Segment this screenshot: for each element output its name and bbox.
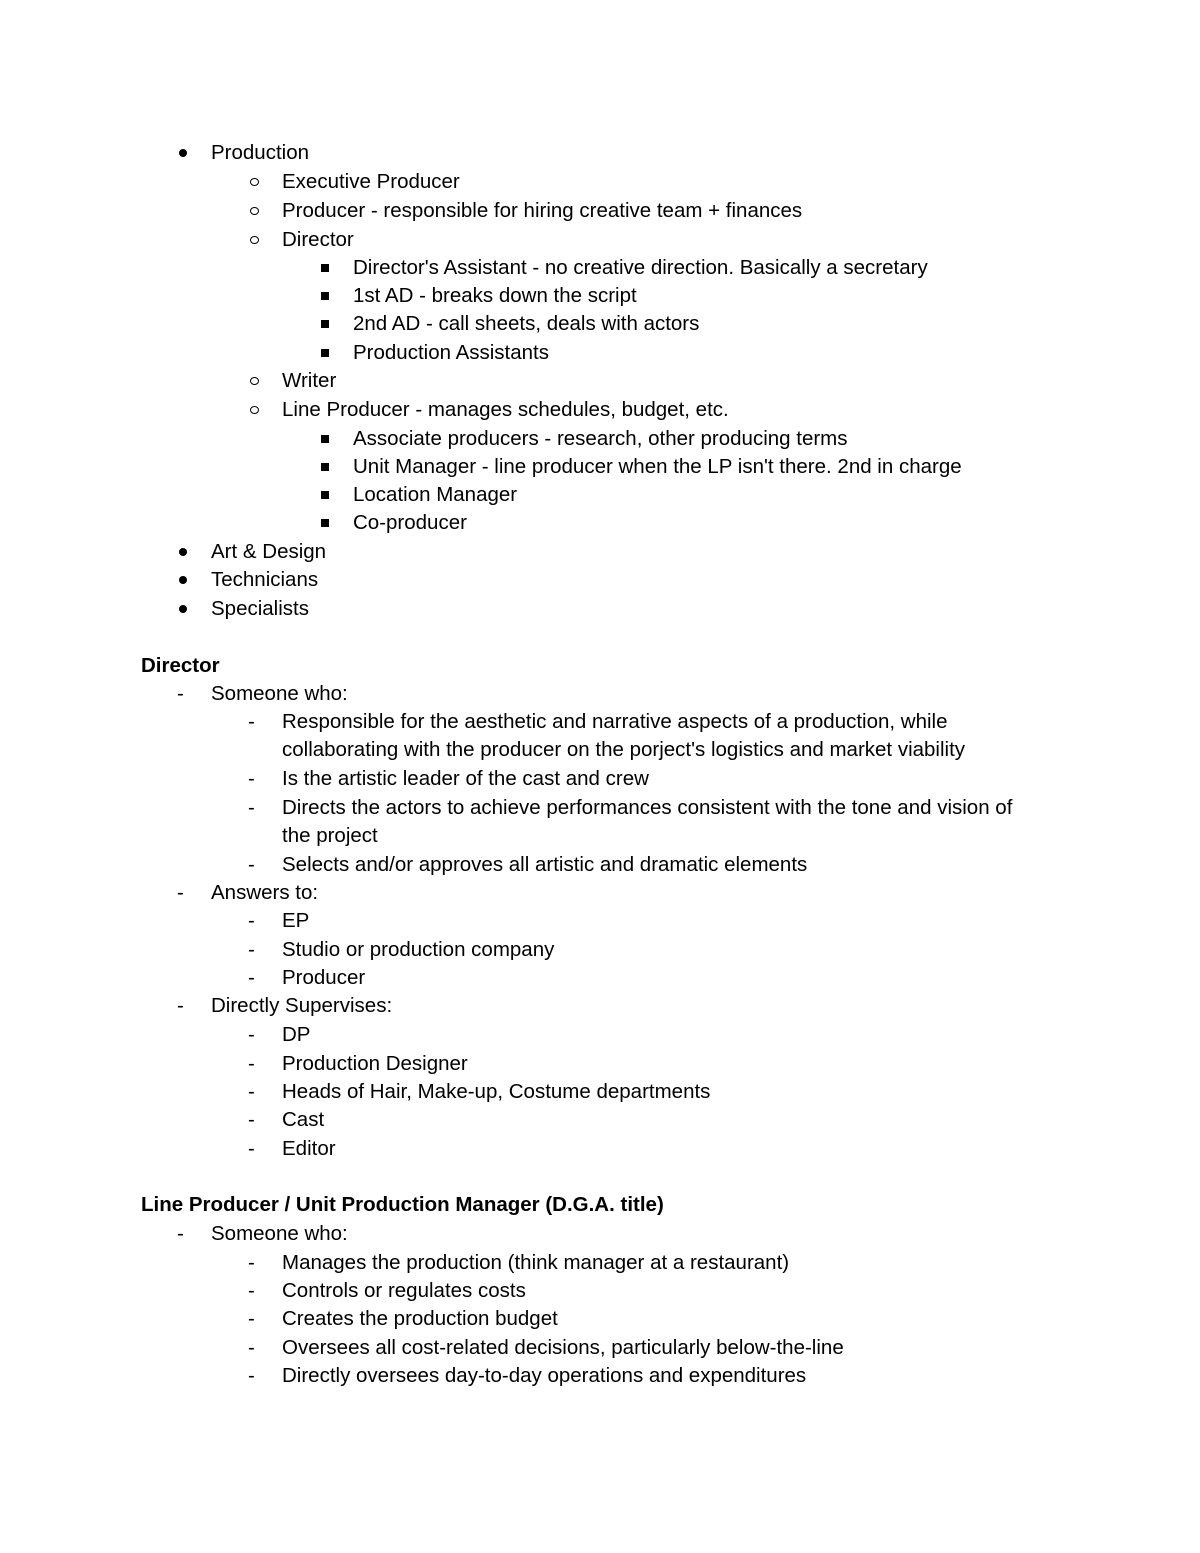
list-item <box>0 509 1200 538</box>
list-item <box>0 481 1200 510</box>
bullet-disc-icon <box>177 595 189 624</box>
list-item-text: Editor <box>282 1137 336 1160</box>
list-item <box>0 1106 1200 1135</box>
dash-bullet-icon <box>248 1249 262 1278</box>
list-item-text: Line Producer - manages schedules, budget, etc. <box>282 398 729 421</box>
dash-bullet-icon <box>177 680 189 709</box>
list-item <box>0 566 1200 595</box>
list-item-continuation <box>0 822 1200 851</box>
list-item <box>0 1220 1200 1249</box>
dash-bullet-icon <box>177 879 189 908</box>
list-item-text: 1st AD - breaks down the script <box>353 284 637 307</box>
list-item <box>0 425 1200 454</box>
bullet-disc-icon <box>177 139 189 168</box>
list-item-text: Directs the actors to achieve performances consistent with the tone and vision of <box>282 796 1013 819</box>
dash-bullet-icon <box>177 992 189 1021</box>
list-item-text: Oversees all cost-related decisions, particularly below-the-line <box>282 1336 844 1359</box>
list-item <box>0 538 1200 567</box>
list-item <box>0 310 1200 339</box>
list-item-text: Controls or regulates costs <box>282 1279 526 1302</box>
bullet-disc-icon <box>177 566 189 595</box>
list-item-text: Co-producer <box>353 511 467 534</box>
list-item-text: the project <box>282 824 378 847</box>
list-item <box>0 595 1200 624</box>
list-item <box>0 168 1200 197</box>
list-item-text: Associate producers - research, other producing terms <box>353 427 848 450</box>
section-heading-director: Director <box>141 654 220 677</box>
bullet-circle-icon <box>248 226 262 255</box>
list-item-text: Creates the production budget <box>282 1307 558 1330</box>
list-item-text: Producer <box>282 966 366 989</box>
dash-bullet-icon <box>248 1021 262 1050</box>
list-item <box>0 1305 1200 1334</box>
list-item <box>0 1249 1200 1278</box>
list-item-text: DP <box>282 1023 311 1046</box>
list-item <box>0 226 1200 255</box>
list-item <box>0 964 1200 993</box>
list-item <box>0 907 1200 936</box>
list-item <box>0 197 1200 226</box>
section-heading-line-producer: Line Producer / Unit Production Manager (D.G.A. title) <box>141 1193 664 1216</box>
bullet-circle-icon <box>248 396 262 425</box>
dash-bullet-icon <box>248 1334 262 1363</box>
list-item <box>0 367 1200 396</box>
list-item <box>0 794 1200 823</box>
list-item-continuation <box>0 736 1200 765</box>
list-item <box>0 1050 1200 1079</box>
bullet-square-icon <box>319 453 333 482</box>
list-item <box>0 851 1200 880</box>
dash-bullet-icon <box>248 1106 262 1135</box>
list-item <box>0 1277 1200 1306</box>
dash-bullet-icon <box>248 1135 262 1164</box>
list-item-text: Technicians <box>211 568 319 591</box>
list-item-text: Production Designer <box>282 1052 468 1075</box>
dash-bullet-icon <box>248 1362 262 1391</box>
bullet-square-icon <box>319 310 333 339</box>
list-item-text: Someone who: <box>211 1222 348 1245</box>
list-item-text: Executive Producer <box>282 170 460 193</box>
list-item-text: Studio or production company <box>282 938 555 961</box>
list-item <box>0 1362 1200 1391</box>
list-item-text: collaborating with the producer on the porject's logistics and market viability <box>282 738 966 761</box>
bullet-square-icon <box>319 339 333 368</box>
list-item-text: Cast <box>282 1108 325 1131</box>
bullet-square-icon <box>319 282 333 311</box>
bullet-circle-icon <box>248 367 262 396</box>
list-item-text: Production <box>211 141 310 164</box>
list-item <box>0 453 1200 482</box>
list-item-text: Director <box>282 228 354 251</box>
list-item <box>0 282 1200 311</box>
list-item-text: Directly oversees day-to-day operations and expenditures <box>282 1364 807 1387</box>
list-item-text: Unit Manager - line producer when the LP isn't there. 2nd in charge <box>353 455 962 478</box>
list-item <box>0 879 1200 908</box>
bullet-circle-icon <box>248 168 262 197</box>
bullet-disc-icon <box>177 538 189 567</box>
dash-bullet-icon <box>248 936 262 965</box>
list-item <box>0 396 1200 425</box>
list-item-text: Heads of Hair, Make-up, Costume departments <box>282 1080 711 1103</box>
list-item <box>0 992 1200 1021</box>
dash-bullet-icon <box>248 1277 262 1306</box>
list-item-text: Location Manager <box>353 483 518 506</box>
list-item-text: Producer - responsible for hiring creative team + finances <box>282 199 803 222</box>
list-item <box>0 936 1200 965</box>
list-item-text: Selects and/or approves all artistic and dramatic elements <box>282 853 808 876</box>
list-item-text: Writer <box>282 369 337 392</box>
bullet-square-icon <box>319 509 333 538</box>
dash-bullet-icon <box>248 708 262 737</box>
list-item <box>0 139 1200 168</box>
list-item-text: Answers to: <box>211 881 319 904</box>
list-item <box>0 1334 1200 1363</box>
list-item <box>0 1021 1200 1050</box>
list-item-text: Directly Supervises: <box>211 994 393 1017</box>
list-item-text: Responsible for the aesthetic and narrative aspects of a production, while <box>282 710 948 733</box>
list-item-text: Specialists <box>211 597 309 620</box>
dash-bullet-icon <box>248 794 262 823</box>
bullet-circle-icon <box>248 197 262 226</box>
bullet-square-icon <box>319 481 333 510</box>
dash-bullet-icon <box>248 1305 262 1334</box>
list-item <box>0 765 1200 794</box>
bullet-square-icon <box>319 425 333 454</box>
list-item-text: Production Assistants <box>353 341 549 364</box>
dash-bullet-icon <box>177 1220 189 1249</box>
list-item <box>0 1078 1200 1107</box>
dash-bullet-icon <box>248 907 262 936</box>
list-item <box>0 680 1200 709</box>
dash-bullet-icon <box>248 851 262 880</box>
dash-bullet-icon <box>248 1078 262 1107</box>
list-item-text: Director's Assistant - no creative direction. Basically a secretary <box>353 256 928 279</box>
dash-bullet-icon <box>248 765 262 794</box>
list-item-text: Art & Design <box>211 540 327 563</box>
list-item <box>0 708 1200 737</box>
list-item <box>0 1135 1200 1164</box>
bullet-square-icon <box>319 254 333 283</box>
list-item <box>0 339 1200 368</box>
list-item <box>0 254 1200 283</box>
list-item-text: EP <box>282 909 310 932</box>
dash-bullet-icon <box>248 1050 262 1079</box>
list-item-text: Someone who: <box>211 682 348 705</box>
dash-bullet-icon <box>248 964 262 993</box>
list-item-text: Manages the production (think manager at a restaurant) <box>282 1251 790 1274</box>
list-item-text: Is the artistic leader of the cast and crew <box>282 767 649 790</box>
list-item-text: 2nd AD - call sheets, deals with actors <box>353 312 700 335</box>
